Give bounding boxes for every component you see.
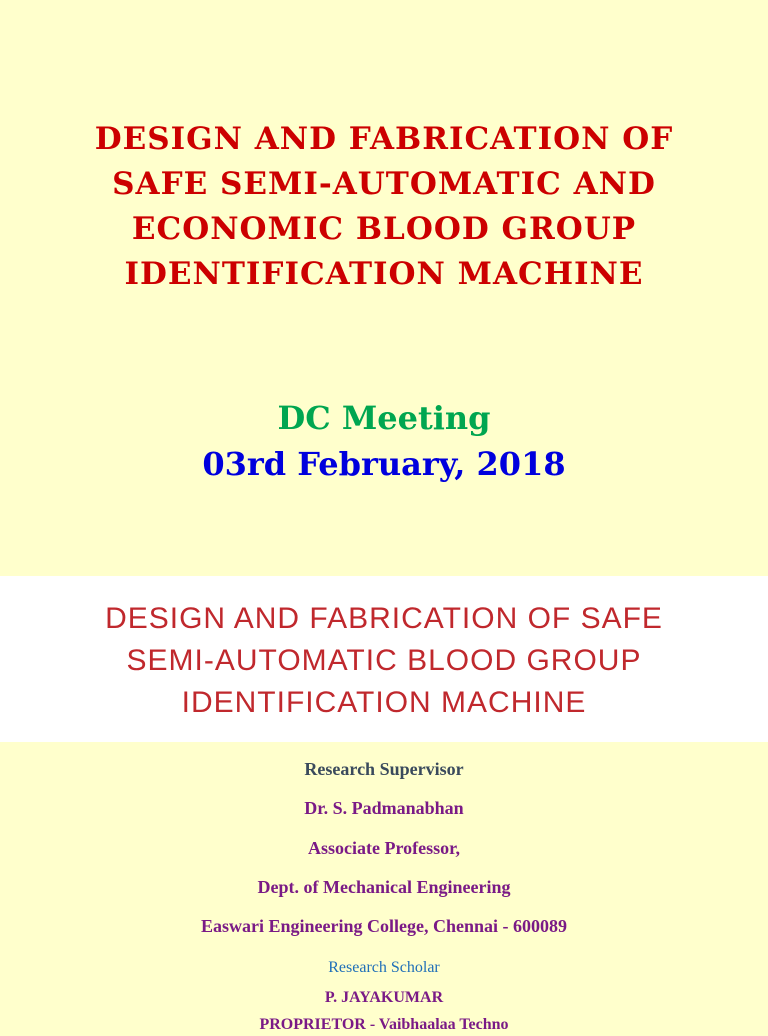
- main-title-line: SAFE SEMI-AUTOMATIC AND: [112, 166, 656, 202]
- band-title: [0, 598, 768, 724]
- band-title-line: DESIGN AND FABRICATION OF SAFE: [105, 602, 663, 635]
- scholar-heading: Research Scholar: [328, 959, 440, 976]
- meeting-label: DC Meeting: [277, 399, 491, 437]
- main-title-line: ECONOMIC BLOOD GROUP: [131, 211, 637, 247]
- meeting-date: 03rd February, 2018: [202, 445, 566, 483]
- main-title-line: DESIGN AND FABRICATION OF: [94, 121, 674, 157]
- supervisor-department: Dept. of Mechanical Engineering: [257, 877, 511, 897]
- supervisor-role: Associate Professor,: [308, 838, 460, 858]
- main-title: [0, 117, 768, 297]
- band-title-line: IDENTIFICATION MACHINE: [181, 686, 587, 719]
- scholar-name: P. JAYAKUMAR: [324, 989, 444, 1006]
- supervisor-name: Dr. S. Padmanabhan: [304, 798, 464, 818]
- band-title-line: SEMI-AUTOMATIC BLOOD GROUP: [126, 644, 642, 677]
- main-title-line: IDENTIFICATION MACHINE: [124, 256, 644, 292]
- supervisor-college: Easwari Engineering College, Chennai - 600089: [200, 916, 567, 936]
- scholar-affiliation: PROPRIETOR - Vaibhaalaa Techno: [259, 1016, 509, 1033]
- supervisor-heading: Research Supervisor: [304, 759, 464, 779]
